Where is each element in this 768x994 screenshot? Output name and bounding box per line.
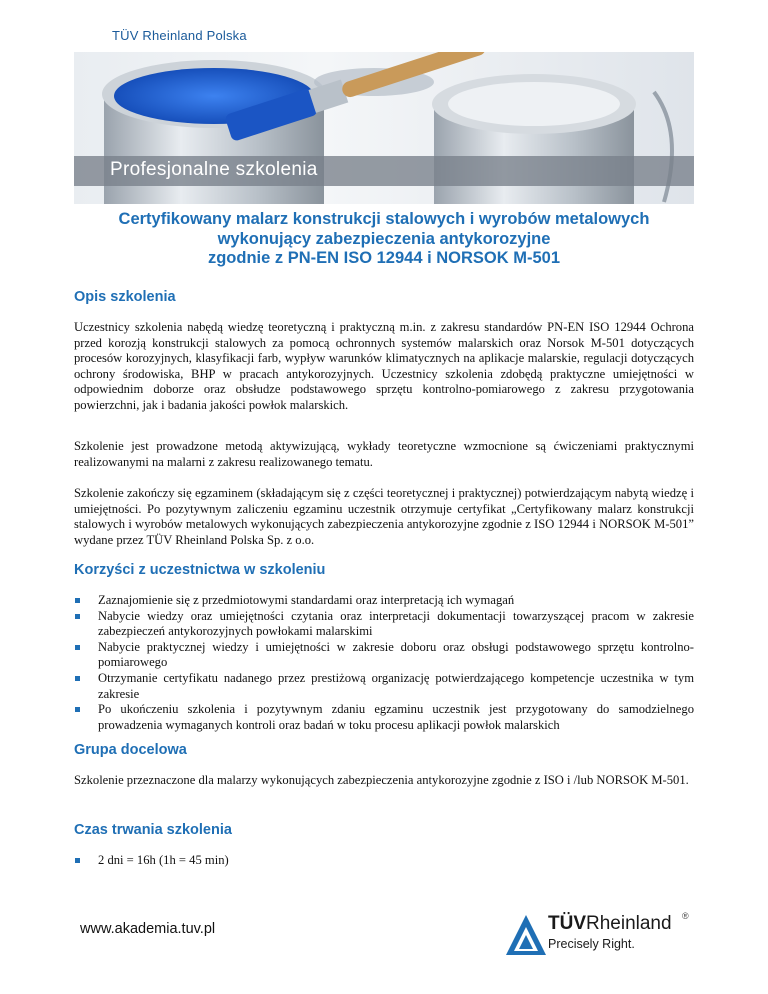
list-item-text: 2 dni = 16h (1h = 45 min) bbox=[98, 853, 229, 867]
bullet-square-icon bbox=[75, 707, 80, 712]
tuv-logo-wordmark: TÜVRheinland bbox=[548, 913, 672, 934]
title-line-3: zgodnie z PN-EN ISO 12944 i NORSOK M-501 bbox=[207, 249, 561, 267]
bullet-square-icon bbox=[75, 676, 80, 681]
section-heading-target: Grupa docelowa bbox=[74, 742, 187, 758]
registered-mark: ® bbox=[682, 911, 689, 921]
list-item-text: Zaznajomienie się z przedmiotowymi standardami oraz interpretacją ich wymagań bbox=[98, 593, 515, 607]
list-item bbox=[74, 593, 694, 609]
list-item bbox=[74, 853, 694, 869]
description-paragraph-1: Uczestnicy szkolenia nabędą wiedzę teoretyczną i praktyczną m.in. z zakresu standardów PN-EN ISO 12944 Ochrona przed korozją konstrukcji stalowych za pomocą ochronnych systemów malarskich oraz Norsok M-501 dotyczących procesów korozyjnych, klasyfikacji farb, wypływ warunków klimatycznych na aplikacje malarskie, regulacji dotyczących ochrony środowiska, BHP w pracach antykorozyjnych. Uczestnicy szkolenia zdobędą praktyczne umiejętności w odpowiednim doborze oraz obsłudze podstawowego sprzętu kontrolno-pomiarowego z zakresu przygotowania powierzchni, jak i badania jakości powłok malarskich. bbox=[74, 320, 694, 412]
section-heading-duration: Czas trwania szkolenia bbox=[74, 822, 232, 838]
list-item-text: Po ukończeniu szkolenia i pozytywnym zdaniu egzaminu uczestnik jest przygotowany do samodzielnego prowadzenia wymaganych kontroli oraz badań w toku procesu aplikacji powłok malarskich bbox=[98, 702, 694, 732]
tuv-triangle-logo-icon bbox=[504, 911, 548, 961]
list-item bbox=[74, 609, 694, 640]
duration-list bbox=[74, 853, 694, 869]
target-paragraph: Szkolenie przeznaczone dla malarzy wykonujących zabezpieczenia antykorozyjne zgodnie z ISO i /lub NORSOK M-501. bbox=[74, 773, 689, 787]
list-item bbox=[74, 671, 694, 702]
bullet-square-icon bbox=[75, 858, 80, 863]
description-paragraph-3: Szkolenie zakończy się egzaminem (składającym się z części teoretycznej i praktycznej) potwierdzającym nabytą wiedzę i umiejętności. Po pozytywnym zaliczeniu egzaminu uczestnik otrzymuje certyfikat „Certyfikowany malarz konstrukcji stalowych i wyrobów metalowych wykonujących zabezpieczenia antykorozyjne zgodnie z ISO 12944 i NORSOK M-501” wydane przez TÜV Rheinland Polska Sp. z o.o. bbox=[74, 486, 694, 547]
title-line-2: wykonujący zabezpieczenia antykorozyjne bbox=[217, 229, 551, 248]
bullet-square-icon bbox=[75, 645, 80, 650]
title-line-1: Certyfikowany malarz konstrukcji stalowych i wyrobów metalowych bbox=[118, 210, 650, 228]
brand-name: TÜV Rheinland Polska bbox=[112, 28, 247, 43]
section-heading-description: Opis szkolenia bbox=[74, 289, 176, 305]
hero-title: Profesjonalne szkolenia bbox=[110, 159, 318, 180]
bullet-square-icon bbox=[75, 614, 80, 619]
footer-website-link[interactable]: www.akademia.tuv.pl bbox=[80, 921, 216, 937]
bullet-square-icon bbox=[75, 598, 80, 603]
list-item-text: Nabycie wiedzy oraz umiejętności czytania oraz interpretacji dokumentacji towarzyszącej pracom w zakresie zabezpieczeń antykorozyjnych powłokami malarskimi bbox=[98, 608, 694, 639]
list-item bbox=[74, 702, 694, 733]
description-paragraph-2: Szkolenie jest prowadzone metodą aktywizującą, wykłady teoretyczne wzmocnione są ćwiczeniami praktycznymi realizowanymi na malarni z zakresu realizowanego tematu. bbox=[74, 439, 694, 469]
list-item bbox=[74, 640, 694, 671]
benefits-list bbox=[74, 593, 694, 733]
page-title bbox=[74, 210, 694, 269]
list-item-text: Otrzymanie certyfikatu nadanego przez prestiżową organizację potwierdzającego kompetencje uczestnika w tym zakresie bbox=[98, 670, 694, 701]
section-heading-benefits: Korzyści z uczestnictwa w szkoleniu bbox=[74, 562, 326, 578]
list-item-text: Nabycie praktycznej wiedzy i umiejętności w zakresie doboru oraz obsługi podstawowego sprzętu kontrolno-pomiarowego bbox=[98, 639, 694, 670]
logo-tagline: Precisely Right. bbox=[548, 937, 635, 951]
